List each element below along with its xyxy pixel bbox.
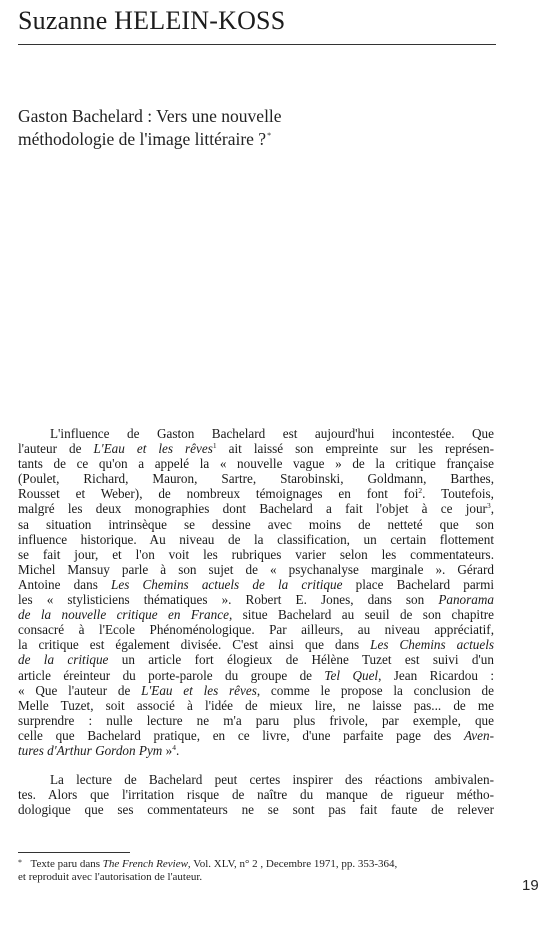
italic-title: Les Chemins actuels <box>370 637 494 653</box>
text-run: Melle Tuzet, soit associé à l'idée de mieux lire, ne laisse pas... de me <box>18 697 494 713</box>
text-line <box>18 683 494 698</box>
text-run: consacré à l'Ecole Phénoménologique. Par ailleurs, au niveau appréciatif, <box>18 622 494 638</box>
text-run: , situe Bachelard au seuil de son chapitre <box>228 607 494 623</box>
text-run: se fait jour, et l'on voit les rubriques varier selon les commentateurs. <box>18 546 494 562</box>
footnote-line-1 <box>18 857 498 871</box>
text-line <box>18 713 494 728</box>
running-header-author: Suzanne HELEIN-KOSS <box>18 6 286 35</box>
text-run: un article fort élogieux de Hélène Tuzet est suivi d'un <box>108 652 494 668</box>
italic-title: de la nouvelle critique en France <box>18 607 229 623</box>
text-line <box>18 728 494 743</box>
footnote-rule <box>18 852 130 853</box>
italic-title: The French Review <box>102 858 188 870</box>
footnote-reference: 2 <box>418 486 423 496</box>
text-run: malgré les deux monographies dont Bachelard a fait l'objet à ce jour <box>18 501 487 517</box>
footnote <box>18 857 498 883</box>
paragraph-2 <box>18 772 494 817</box>
text-line <box>18 577 494 592</box>
article-title-line-2 <box>18 126 438 149</box>
article-title-line-1: Gaston Bachelard : Vers une nouvelle <box>18 106 282 126</box>
text-line <box>18 698 494 713</box>
text-line <box>18 426 494 441</box>
text-run: dologique que ses commentateurs ne se sont pas fait faute de relever <box>18 802 494 818</box>
italic-title: Panorama <box>438 592 494 608</box>
text-line <box>18 668 494 683</box>
text-run: , Vol. XLV, n° 2 , Decembre 1971, pp. 353-364, <box>187 858 398 870</box>
text-run: , comme le propose la conclusion de <box>256 682 494 698</box>
text-run: , <box>490 501 494 517</box>
body-text <box>18 426 494 817</box>
text-line <box>18 517 494 532</box>
article-title-line-2-text: méthodologie de l'image littéraire ? <box>18 128 267 149</box>
text-line <box>18 592 494 607</box>
text-run: les « stylisticiens thématiques ». Robert E. Jones, dans son <box>18 592 439 608</box>
paragraph-1 <box>18 426 494 758</box>
header-rule <box>18 44 496 45</box>
text-line <box>18 637 494 652</box>
text-line <box>18 486 494 501</box>
italic-title: Tel Quel <box>324 667 379 683</box>
page-number: 19 <box>522 877 539 894</box>
text-run: l'auteur de <box>18 441 94 457</box>
footnote-reference: 1 <box>212 441 217 451</box>
text-run: « Que l'auteur de <box>18 682 142 698</box>
footnote-line-2: et reproduit avec l'autorisation de l'auteur. <box>18 870 203 883</box>
text-line <box>18 547 494 562</box>
text-run: place Bachelard parmi <box>342 576 494 592</box>
text-line <box>18 652 494 667</box>
text-run: Texte paru dans <box>28 858 103 870</box>
text-line <box>18 562 494 577</box>
text-line <box>18 802 494 817</box>
text-line <box>18 622 494 637</box>
text-run: ait laissé son empreinte sur les représen- <box>216 441 494 457</box>
text-run: article éreinteur du porte-parole du groupe de <box>18 667 325 683</box>
text-run: . Toutefois, <box>422 486 494 502</box>
text-run: sa situation intrinsèque se dessine avec moins de netteté que son <box>18 516 494 532</box>
text-run: Rousset et Weber), de nombreux témoignages en font foi <box>18 486 419 502</box>
italic-title: Les Chemins actuels de la critique <box>111 576 343 592</box>
italic-title: L'Eau et les rêves <box>141 682 257 698</box>
text-line <box>18 772 494 787</box>
italic-title: L'Eau et les rêves <box>93 441 213 457</box>
italic-title: tures d'Arthur Gordon Pym <box>18 742 163 758</box>
text-line <box>18 441 494 456</box>
text-run: (Poulet, Richard, Mauron, Sartre, Starobinski, Goldmann, Barthes, <box>18 471 494 487</box>
text-run: Antoine dans <box>18 576 112 592</box>
text-run: L'influence de Gaston Bachelard est aujourd'hui incontestée. Que <box>50 426 494 441</box>
italic-title: Aven- <box>463 727 494 743</box>
article-title <box>18 107 438 149</box>
text-line <box>18 501 494 516</box>
text-line <box>18 532 494 547</box>
text-run: surprendre : nulle lecture ne m'a paru plus frivole, par exemple, que <box>18 712 494 728</box>
italic-title: de la critique <box>18 652 109 668</box>
text-line <box>18 743 494 758</box>
title-footnote-mark: * <box>267 131 272 140</box>
paragraph-gap <box>18 758 494 772</box>
text-run: tants de ce qu'on a appelé la « nouvelle vague » de la critique française <box>18 456 494 472</box>
text-run: celle que Bachelard pratique, en ce livre, d'une parfaite page des <box>18 727 464 743</box>
text-line <box>18 787 494 802</box>
text-line <box>18 471 494 486</box>
text-run: Michel Mansuy parle à son sujet de « psychanalyse marginale ». Gérard <box>18 561 494 577</box>
text-run: tes. Alors que l'irritation risque de naître du manque de rigueur métho- <box>18 787 494 803</box>
text-line <box>18 607 494 622</box>
footnote-reference: 4 <box>172 742 176 752</box>
text-run: La lecture de Bachelard peut certes inspirer des réactions ambivalen- <box>50 772 494 788</box>
footnote-mark: * <box>18 858 22 867</box>
text-run: » <box>162 742 173 758</box>
text-run: , Jean Ricardou : <box>378 667 494 683</box>
footnote-reference: 3 <box>486 501 491 511</box>
text-run: la critique est également divisée. C'est ainsi que dans <box>18 637 371 653</box>
text-line <box>18 456 494 471</box>
text-run: . <box>175 742 180 758</box>
text-run: influence historique. Au niveau de la classification, un certain flottement <box>18 531 494 547</box>
